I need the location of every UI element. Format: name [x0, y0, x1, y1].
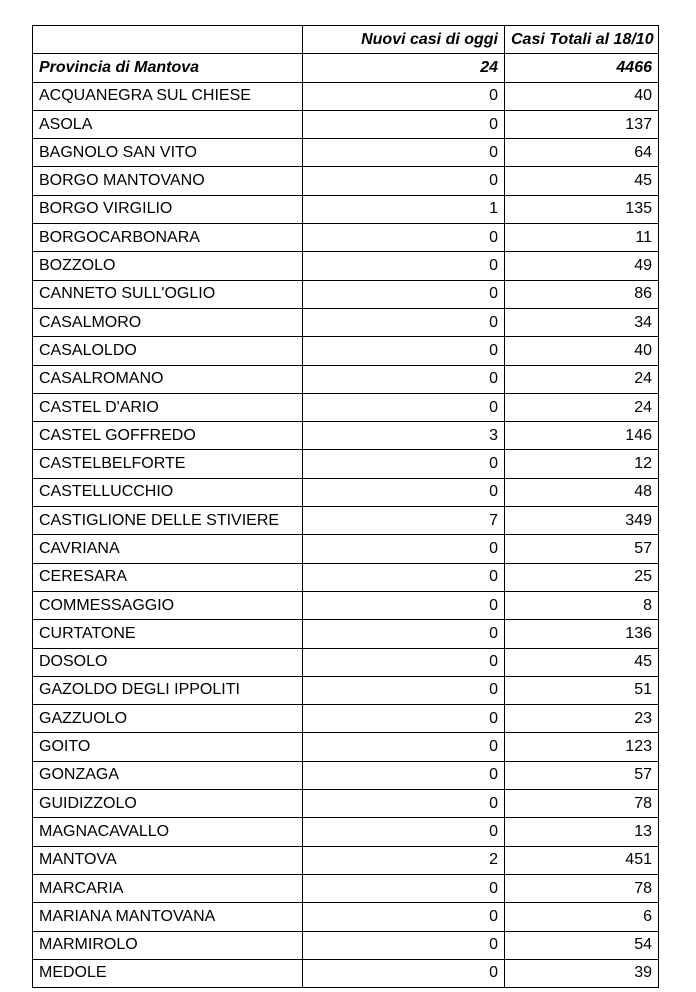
total-cases-cell: 57 [505, 761, 659, 789]
total-cases-cell: 123 [505, 733, 659, 761]
municipality-name: CASALMORO [33, 308, 303, 336]
new-cases-cell: 0 [303, 874, 505, 902]
table-row [33, 280, 659, 308]
new-cases-cell: 0 [303, 620, 505, 648]
new-cases-cell: 0 [303, 337, 505, 365]
header-blank-cell [33, 26, 303, 54]
new-cases-cell: 0 [303, 591, 505, 619]
table-row [33, 167, 659, 195]
new-cases-cell: 0 [303, 393, 505, 421]
total-cases-cell: 135 [505, 195, 659, 223]
total-cases-cell: 64 [505, 139, 659, 167]
municipality-name: CASTEL D'ARIO [33, 393, 303, 421]
municipality-name: CURTATONE [33, 620, 303, 648]
table-row [33, 139, 659, 167]
new-cases-cell: 0 [303, 761, 505, 789]
table-row [33, 931, 659, 959]
total-cases-cell: 51 [505, 676, 659, 704]
table-row [33, 110, 659, 138]
table-row [33, 535, 659, 563]
municipality-name: MEDOLE [33, 959, 303, 987]
table-row [33, 422, 659, 450]
new-cases-cell: 0 [303, 110, 505, 138]
new-cases-cell: 1 [303, 195, 505, 223]
municipality-name: MAGNACAVALLO [33, 818, 303, 846]
table-row [33, 337, 659, 365]
new-cases-cell: 0 [303, 252, 505, 280]
total-cases-cell: 146 [505, 422, 659, 450]
total-cases-cell: 6 [505, 903, 659, 931]
municipality-name: MARMIROLO [33, 931, 303, 959]
new-cases-cell: 0 [303, 535, 505, 563]
table-row [33, 478, 659, 506]
new-cases-cell: 0 [303, 450, 505, 478]
total-cases-cell: 54 [505, 931, 659, 959]
table-row [33, 195, 659, 223]
total-cases-cell: 57 [505, 535, 659, 563]
new-cases-cell: 0 [303, 818, 505, 846]
new-cases-cell: 0 [303, 648, 505, 676]
total-cases-cell: 451 [505, 846, 659, 874]
total-cases-cell: 78 [505, 790, 659, 818]
municipality-name: MARCARIA [33, 874, 303, 902]
new-cases-cell: 7 [303, 507, 505, 535]
table-row [33, 959, 659, 987]
new-cases-cell: 0 [303, 478, 505, 506]
table-row [33, 563, 659, 591]
total-cases-cell: 49 [505, 252, 659, 280]
table-row [33, 450, 659, 478]
table-row [33, 874, 659, 902]
table-row [33, 790, 659, 818]
new-cases-cell: 3 [303, 422, 505, 450]
new-cases-cell: 0 [303, 82, 505, 110]
municipality-name: CASTEL GOFFREDO [33, 422, 303, 450]
table-row [33, 705, 659, 733]
province-new-cases: 24 [303, 54, 505, 82]
new-cases-cell: 0 [303, 563, 505, 591]
table-row [33, 903, 659, 931]
total-cases-cell: 78 [505, 874, 659, 902]
municipality-name: BORGOCARBONARA [33, 224, 303, 252]
municipality-name: GOITO [33, 733, 303, 761]
new-cases-cell: 0 [303, 903, 505, 931]
header-total-cases: Casi Totali al 18/10 [505, 26, 659, 54]
municipality-name: GAZOLDO DEGLI IPPOLITI [33, 676, 303, 704]
total-cases-cell: 45 [505, 648, 659, 676]
municipality-name: ACQUANEGRA SUL CHIESE [33, 82, 303, 110]
municipality-name: CERESARA [33, 563, 303, 591]
municipality-name: BAGNOLO SAN VITO [33, 139, 303, 167]
table-row [33, 308, 659, 336]
province-row [33, 54, 659, 82]
municipality-name: CASTELLUCCHIO [33, 478, 303, 506]
municipality-name: COMMESSAGGIO [33, 591, 303, 619]
municipality-name: GONZAGA [33, 761, 303, 789]
total-cases-cell: 137 [505, 110, 659, 138]
municipality-name: BORGO MANTOVANO [33, 167, 303, 195]
new-cases-cell: 0 [303, 676, 505, 704]
table-row [33, 818, 659, 846]
municipality-name: ASOLA [33, 110, 303, 138]
new-cases-cell: 0 [303, 705, 505, 733]
new-cases-cell: 0 [303, 959, 505, 987]
header-row [33, 26, 659, 54]
total-cases-cell: 23 [505, 705, 659, 733]
new-cases-cell: 0 [303, 280, 505, 308]
new-cases-cell: 0 [303, 139, 505, 167]
municipality-name: GUIDIZZOLO [33, 790, 303, 818]
total-cases-cell: 48 [505, 478, 659, 506]
total-cases-cell: 45 [505, 167, 659, 195]
new-cases-cell: 0 [303, 167, 505, 195]
municipality-name: BOZZOLO [33, 252, 303, 280]
total-cases-cell: 8 [505, 591, 659, 619]
table-row [33, 507, 659, 535]
municipality-name: MARIANA MANTOVANA [33, 903, 303, 931]
total-cases-cell: 40 [505, 82, 659, 110]
table-row [33, 676, 659, 704]
total-cases-cell: 25 [505, 563, 659, 591]
table-row [33, 82, 659, 110]
new-cases-cell: 0 [303, 733, 505, 761]
municipality-name: CASALOLDO [33, 337, 303, 365]
municipality-name: CASTIGLIONE DELLE STIVIERE [33, 507, 303, 535]
cases-table [32, 25, 659, 988]
province-name: Provincia di Mantova [33, 54, 303, 82]
table-row [33, 365, 659, 393]
new-cases-cell: 0 [303, 790, 505, 818]
cases-table-container [32, 25, 658, 988]
municipality-name: CASTELBELFORTE [33, 450, 303, 478]
total-cases-cell: 11 [505, 224, 659, 252]
table-row [33, 761, 659, 789]
new-cases-cell: 0 [303, 224, 505, 252]
table-row [33, 224, 659, 252]
municipality-name: CASALROMANO [33, 365, 303, 393]
municipality-name: MANTOVA [33, 846, 303, 874]
new-cases-cell: 0 [303, 308, 505, 336]
municipality-name: GAZZUOLO [33, 705, 303, 733]
new-cases-cell: 2 [303, 846, 505, 874]
municipality-name: CAVRIANA [33, 535, 303, 563]
new-cases-cell: 0 [303, 931, 505, 959]
table-row [33, 846, 659, 874]
total-cases-cell: 13 [505, 818, 659, 846]
total-cases-cell: 12 [505, 450, 659, 478]
table-row [33, 252, 659, 280]
table-row [33, 591, 659, 619]
header-new-cases: Nuovi casi di oggi [303, 26, 505, 54]
total-cases-cell: 39 [505, 959, 659, 987]
table-row [33, 393, 659, 421]
total-cases-cell: 24 [505, 365, 659, 393]
total-cases-cell: 24 [505, 393, 659, 421]
municipality-name: BORGO VIRGILIO [33, 195, 303, 223]
municipality-name: CANNETO SULL'OGLIO [33, 280, 303, 308]
municipality-name: DOSOLO [33, 648, 303, 676]
total-cases-cell: 349 [505, 507, 659, 535]
total-cases-cell: 34 [505, 308, 659, 336]
new-cases-cell: 0 [303, 365, 505, 393]
table-row [33, 648, 659, 676]
total-cases-cell: 86 [505, 280, 659, 308]
table-row [33, 733, 659, 761]
province-total-cases: 4466 [505, 54, 659, 82]
total-cases-cell: 136 [505, 620, 659, 648]
total-cases-cell: 40 [505, 337, 659, 365]
table-row [33, 620, 659, 648]
